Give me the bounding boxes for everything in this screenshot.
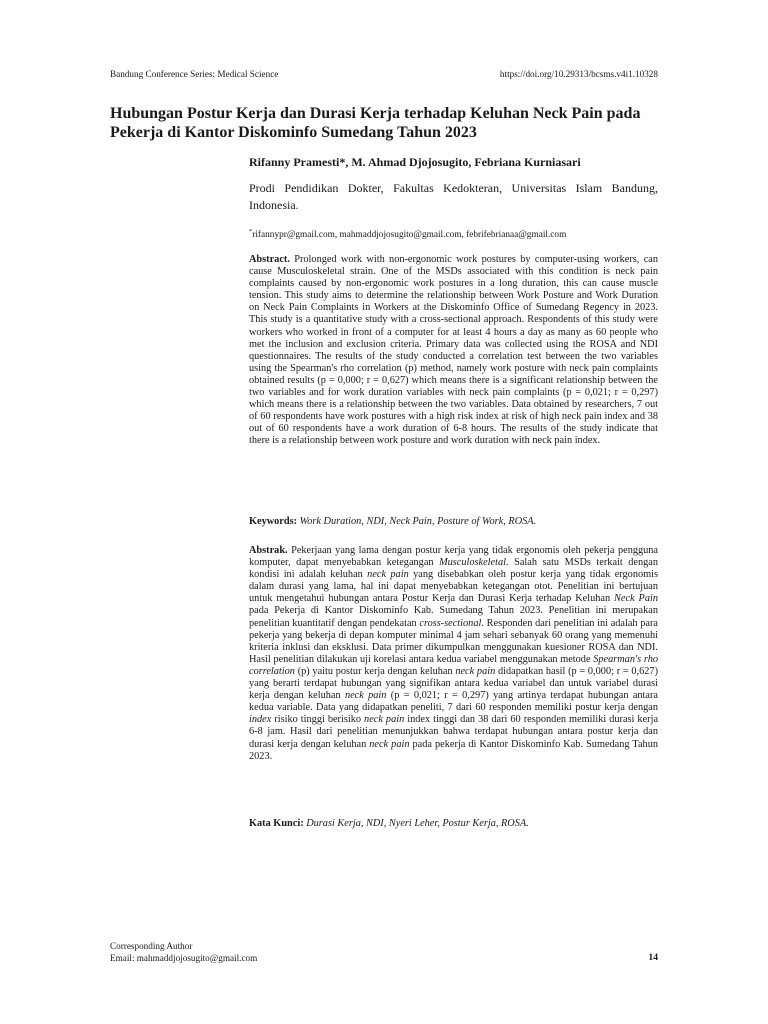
author-emails [249, 226, 658, 241]
abstrak-italic-term: neck pain [455, 665, 496, 677]
abstrak-text-segment: pada pekerja di Kantor Diskominfo Kab. Sumedang Tahun 2023. [249, 738, 658, 762]
abstrak-italic-term: neck pain [344, 690, 387, 702]
abstrak-italic-term: cross-sectional [419, 617, 482, 629]
abstract-indonesian [249, 545, 658, 763]
abstrak-text-segment: index tinggi dan 38 dari 60 responden memiliki durasi kerja 6-8 jam. Hasil dari penelitian menunjukkan bahwa terdapat hubungan antara postur kerja dan durasi kerja dengan keluhan [249, 714, 659, 750]
abstrak-text-segment: Pekerjaan yang lama dengan postur kerja yang tidak ergonomis oleh pekerja pengguna komputer, dapat menyebabkan ketegangan [249, 545, 659, 569]
email-footnote-mark: * [249, 228, 253, 235]
footnote-corresponding-author [110, 940, 658, 964]
keywords-text: Work Duration, NDI, Neck Pain, Posture of Work, ROSA. [299, 516, 537, 527]
abstrak-label: Abstrak. [249, 545, 288, 556]
keywords-english [249, 516, 658, 528]
kata-kunci-text: Durasi Kerja, NDI, Nyeri Leher, Postur Kerja, ROSA. [306, 818, 529, 829]
corresponding-author-email[interactable]: Email: mahmaddjojosugito@gmail.com [110, 953, 258, 963]
abstrak-italic-term: Spearman's rho correlation [249, 653, 658, 677]
abstrak-text-segment: didapatkan hasil (p = 0,000; r = 0,627) yang berarti terdapat hubungan yang signifikan antara kedua variabel dan untuk variabel durasi kerja dengan keluhan [249, 665, 658, 702]
corresponding-author-label: Corresponding Author [110, 941, 193, 951]
abstrak-text-segment: yang disebabkan oleh postur kerja yang tidak ergonomis dalam durasi yang lama, hal ini dapat menyebabkan ketegangan otot. Penelitian ini bertujuan untuk mengetahui hubungan antara Postur Kerja dan Durasi Kerja terhadap Keluhan [249, 569, 658, 605]
abstrak-text-segment: (p = 0,021; r = 0,297) yang artinya terdapat hubungan antara kedua variable. Data yang didapatkan peneliti, 7 dari 60 responden memiliki postur kerja dengan [249, 690, 658, 714]
kata-kunci-label: Kata Kunci: [249, 818, 304, 829]
affiliation: Prodi Pendidikan Dokter, Fakultas Kedokteran, Universitas Islam Bandung, Indonesia. [249, 181, 658, 212]
running-header [110, 69, 658, 80]
abstrak-text-segment: (p) yaitu postur kerja dengan keluhan [294, 665, 456, 677]
abstrak-italic-term: index [249, 714, 272, 726]
abstrak-italic-term: Musculoskeletal [439, 557, 506, 569]
abstract-text: Prolonged work with non-ergonomic work postures by computer-using workers, can cause Musculoskeletal strain. One of the MSDs associated with this condition is neck pain complaints caused by non-ergonomic work postures in a long duration, this can cause muscle tension. This study aims to determine the relationship between Work Posture and Work Duration on Neck Pain Complaints in Workers at the Diskominfo Office of Sumedang Regency in 2023. This study is a quantitative study with a cross-sectional approach. Respondents of this study were workers who worked in front of a computer for at least 4 hours a day as many as 60 people who met the inclusion and exclusion criteria. Primary data was collected using the ROSA and NDI questionnaires. The results of the study conducted a correlation test between the two variables using the Spearman's rho correlation (p) method, namely work posture with neck pain complaints obtained results (p = 0,000; r = 0,627) which means there is a significant relationship between the two variables and for work duration variables with neck pain complaints (p = 0,021; r = 0,297) which means there is a relationship between the two variables. Data obtained by researchers, 7 out of 60 respondents have work postures with a high risk index at risk of high neck pain index and 38 out of 60 respondents have a work duration of 6-8 hours. The results of the study indicate that there is a relationship between work posture and work duration with neck pain index. [249, 254, 659, 447]
abstrak-italic-term: neck pain [364, 714, 405, 726]
email-list[interactable]: rifannypr@gmail.com, mahmaddjojosugito@gmail.com, febrifebrianaa@gmail.com [252, 230, 567, 241]
abstrak-italic-term: Neck Pain [614, 593, 658, 605]
abstrak-text-segment: . Salah satu MSDs terkait dengan kondisi ini adalah keluhan [249, 557, 658, 581]
keywords-indonesian [249, 818, 658, 830]
abstrak-italic-term: neck pain [367, 569, 409, 581]
abstrak-text-segment: . Responden dari penelitian ini adalah para pekerja yang bekerja di depan komputer minimal 4 jam sehari sebanyak 60 orang yang memenuhi kriteria inklusi dan eksklusi. Data primer dikumpulkan menggunakan kuesioner ROSA dan NDI. Hasil penelitian dilakukan uji korelasi antara kedua variabel menggunakan metode [249, 617, 658, 665]
abstrak-text-segment: pada Pekerja di Kantor Diskominfo Kab. Sumedang Tahun 2023. Penelitian ini merupakan penelitian kuantitatif dengan pendekatan [249, 605, 658, 629]
abstract-english [249, 254, 658, 448]
doi-link[interactable]: https://doi.org/10.29313/bcsms.v4i1.10328 [499, 69, 658, 79]
keywords-label: Keywords: [249, 516, 298, 527]
abstract-label: Abstract. [249, 254, 290, 265]
journal-name: Bandung Conference Series: Medical Science [110, 69, 279, 79]
author-list: Rifanny Pramesti*, M. Ahmad Djojosugito, Febriana Kurniasari [249, 155, 581, 169]
page-number: 14 [648, 952, 658, 963]
abstrak-text-segment: risiko tinggi berisiko [271, 714, 365, 726]
abstrak-italic-term: neck pain [369, 738, 410, 750]
paper-title: Hubungan Postur Kerja dan Durasi Kerja terhadap Keluhan Neck Pain pada Pekerja di Kantor Diskominfo Sumedang Tahun 2023 [110, 105, 641, 141]
